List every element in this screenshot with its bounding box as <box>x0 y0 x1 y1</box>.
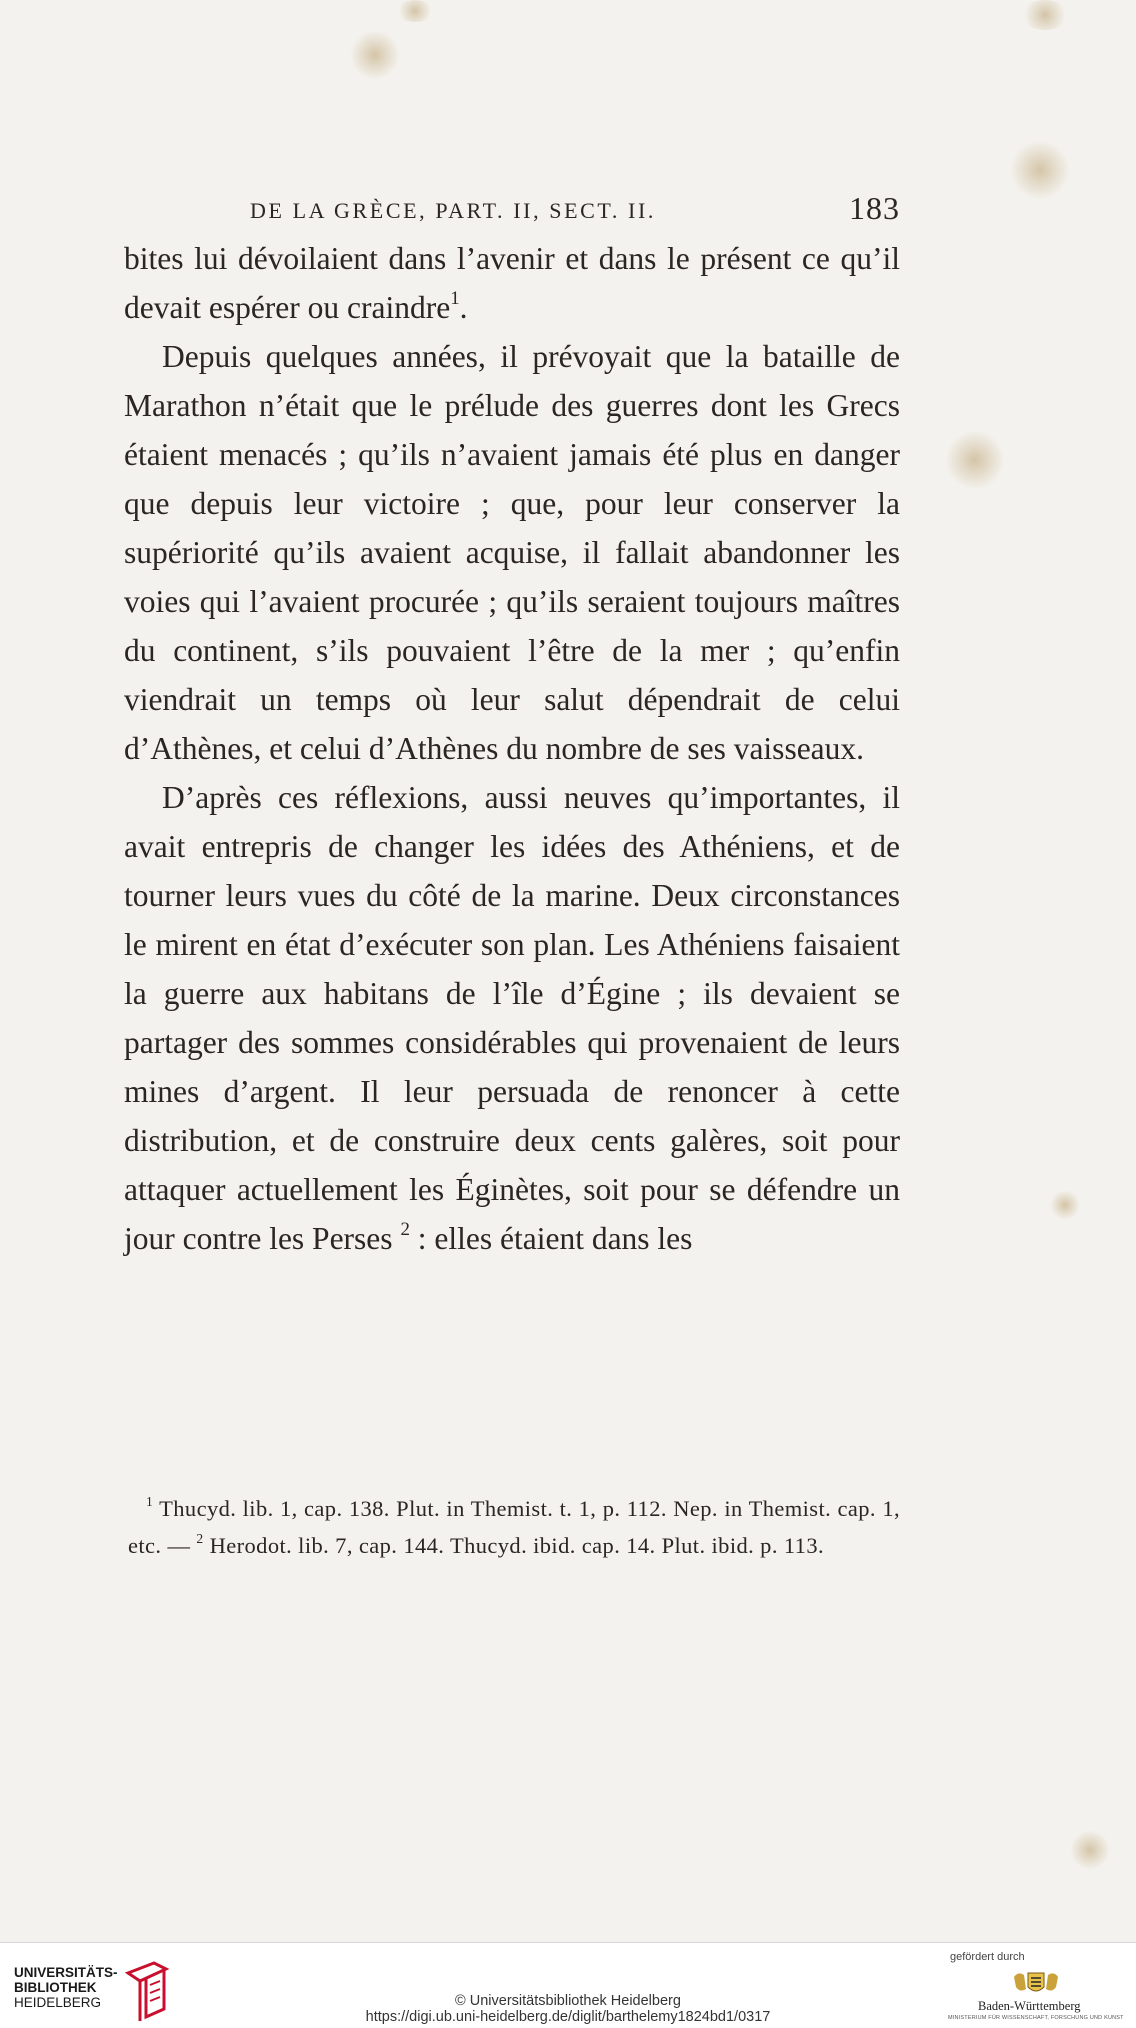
footnote-mark: 2 <box>196 1530 204 1546</box>
paragraph <box>124 773 900 1263</box>
footnote-ref: 1 <box>450 287 460 309</box>
funder-name: Baden-Württemberg <box>978 1999 1081 2013</box>
running-head <box>250 190 900 234</box>
page-number: 183 <box>849 190 900 226</box>
library-name-line: UNIVERSITÄTS- <box>14 1965 118 1980</box>
paper-stain <box>1050 1190 1080 1220</box>
footnotes <box>128 1490 900 1564</box>
paragraph-text: bites lui dévoilaient dans l’avenir et dans le présent ce qu’il devait espérer ou craindre <box>124 241 900 325</box>
paper-stain <box>945 430 1005 490</box>
funded-by-label: gefördert durch <box>950 1951 1025 1963</box>
footer-bar <box>0 1942 1136 2028</box>
footnote-text: Herodot. lib. 7, cap. 144. Thucyd. ibid. cap. 14. Plut. ibid. p. 113. <box>209 1533 825 1558</box>
paragraph-text: Depuis quelques années, il prévoyait que la bataille de Marathon n’était que le prélude des guerres dont les Grecs étaient menacés ; qu’ils n’avaient jamais été plus en danger que depuis leur victoire ; que, pour leur conserver la supériorité qu’ils avaient acquise, il fallait abandonner les voies qui l’avaient procurée ; qu’ils seraient toujours maîtres du continent, s’ils pouvaient l’être de la mer ; qu’enfin viendrait un temps où leur salut dépendrait de celui d’Athènes, et celui d’Athènes du nombre de ses vaisseaux. <box>124 339 900 766</box>
footnote-text: Thucyd. lib. 1, cap. 138. Plut. in Themist. t. 1, p. 112. Nep. in Themist. cap. 1, etc. — <box>128 1496 900 1558</box>
running-title: DE LA GRÈCE, PART. II, SECT. II. <box>250 198 656 223</box>
funder-logo[interactable] <box>948 1951 1128 2025</box>
paragraph-text: : elles étaient dans les <box>417 1221 693 1256</box>
paper-stain <box>1010 140 1070 200</box>
paragraph-text: . <box>459 290 468 325</box>
library-name-line: BIBLIOTHEK <box>14 1980 97 1995</box>
paper-stain <box>350 30 400 80</box>
footnote-mark: 1 <box>146 1493 154 1509</box>
paragraph <box>124 332 900 773</box>
paper-stain <box>395 0 435 22</box>
permalink[interactable]: https://digi.ub.uni-heidelberg.de/diglit/barthelemy1824bd1/0317 <box>365 2009 771 2025</box>
paper-stain <box>1070 1830 1110 1870</box>
paragraph-text: D’après ces réflexions, aussi neuves qu’importantes, il avait entrepris de changer les idées des Athéniens, et de tourner leurs vues du côté de la marine. Deux circonstances le mirent en état d’exécuter son plan. Les Athéniens faisaient la guerre aux habitans de l’île d’Égine ; ils devaient se partager des sommes considérables qui provenaient de leurs mines d’argent. Il leur persuada de renoncer à cette distribution, et de construire deux cents galères, soit pour attaquer actuellement les Éginètes, soit pour se défendre un jour contre les Perses <box>124 780 900 1256</box>
paragraph <box>124 234 900 332</box>
main-text <box>124 234 900 1263</box>
footnote <box>128 1490 900 1564</box>
footnote-ref: 2 <box>400 1218 410 1240</box>
coat-of-arms-icon <box>1012 1969 1060 1997</box>
ministry-name: MINISTERIUM FÜR WISSENSCHAFT, FORSCHUNG UND KUNST <box>948 2015 1124 2021</box>
copyright-notice: © Universitätsbibliothek Heidelberg <box>455 1993 681 2009</box>
library-name-line: HEIDELBERG <box>14 1995 102 2010</box>
paper-stain <box>1020 0 1070 30</box>
